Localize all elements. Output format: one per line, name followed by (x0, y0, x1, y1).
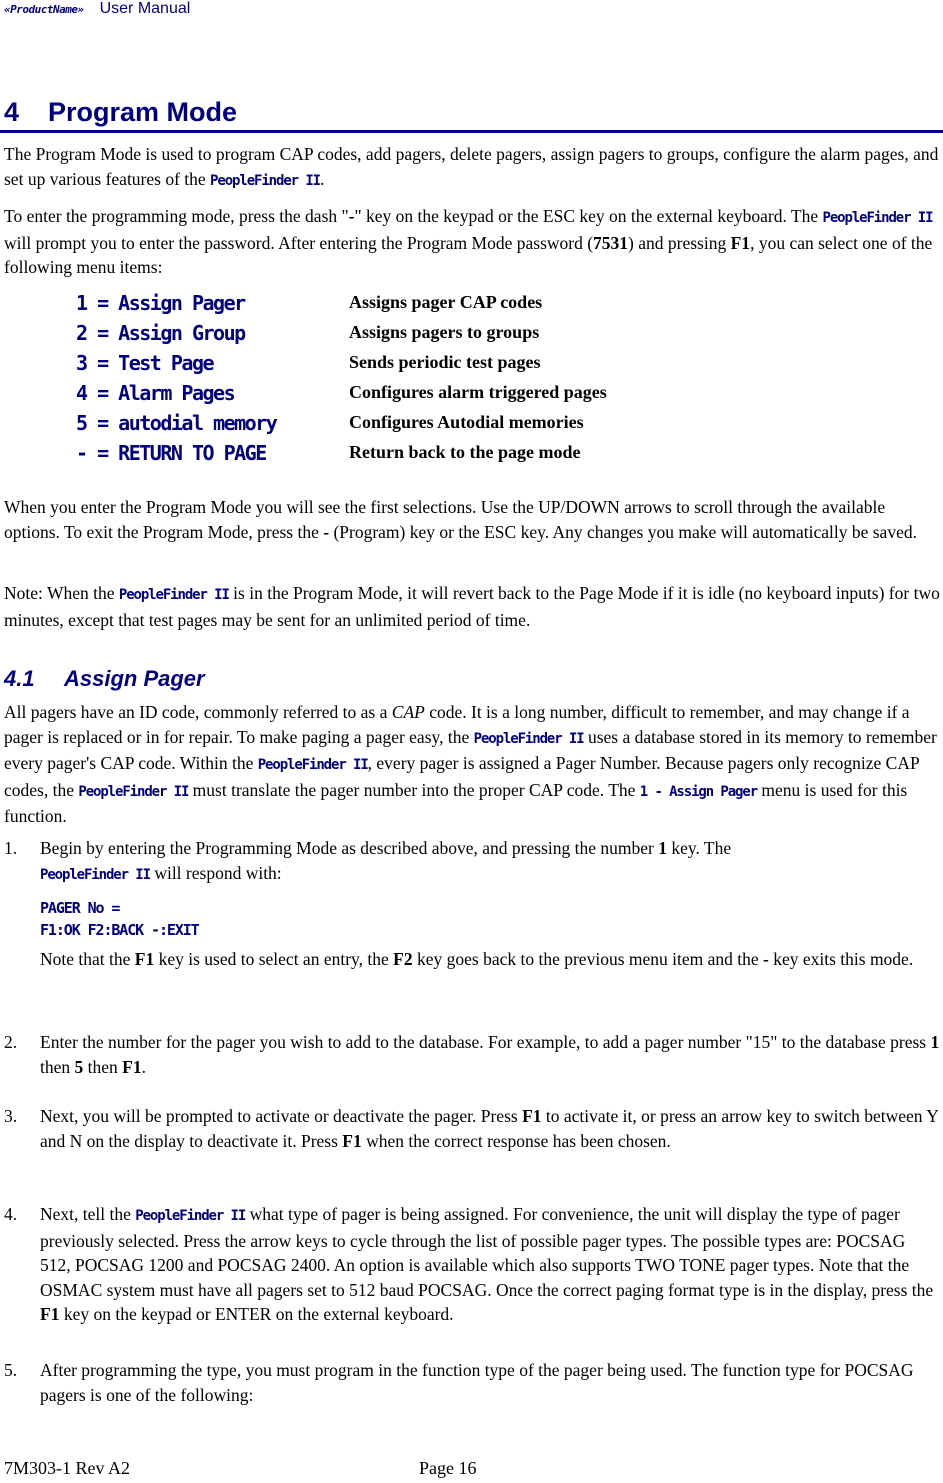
step-5: 5. After programming the type, you must program in the function type of the pager being used. The function type for POCSAG pagers is one of the following: (4, 1360, 914, 1405)
heading-rule (0, 130, 943, 133)
product-name: PeopleFinder II (257, 757, 368, 773)
product-name-field: «ProductName» (4, 3, 84, 16)
footer-doc-id: 7M303-1 Rev A2 (4, 1458, 130, 1478)
product-name: PeopleFinder II (118, 587, 229, 603)
menu-item: 3 = Test Page Sends periodic test pages (76, 351, 541, 375)
subsection-title: Assign Pager (64, 666, 205, 691)
intro-paragraph-1: The Program Mode is used to program CAP codes, add pagers, delete pagers, assign pagers to groups, configure the alarm pages, and set up various features of the PeopleFinder II. (4, 144, 939, 189)
exit-paragraph: When you enter the Program Mode you will see the first selections. Use the UP/DOWN arrows to scroll through the available options. To exit the Program Mode, press the - (Program) key or the ESC key. Any changes you make will automatically be saved. (4, 497, 917, 542)
step-3: 3. Next, you will be prompted to activate or deactivate the pager. Press F1 to activate it, or press an arrow key to switch between Y and N on the display to deactivate it. Press F1 when the correct response has been chosen. (4, 1106, 939, 1151)
page-header (4, 0, 190, 18)
product-name: PeopleFinder II (210, 172, 320, 189)
footer-page-number: Page 16 (419, 1458, 477, 1478)
section-heading (4, 97, 237, 128)
menu-item: 2 = Assign Group Assigns pagers to groups (76, 321, 540, 345)
section-number: 4 (4, 97, 20, 127)
menu-item: - = RETURN TO PAGE Return back to the page mode (76, 441, 581, 465)
product-name: PeopleFinder II (78, 783, 189, 800)
product-name: PeopleFinder II (40, 866, 150, 883)
step-2: 2. Enter the number for the pager you wish to add to the database. For example, to add a pager number "15" to the database press 1 then 5 then F1. (4, 1032, 940, 1077)
display-line-2: F1:OK F2:BACK -:EXIT (40, 921, 199, 939)
menu-item: 4 = Alarm Pages Configures alarm triggered pages (76, 381, 607, 405)
header-title: User Manual (99, 0, 191, 17)
section-title: Program Mode (48, 97, 238, 127)
note-paragraph: Note: When the PeopleFinder II is in the Program Mode, it will revert back to the Page Mode if it is idle (no keyboard inputs) for two minutes, except that test pages may be sent for an unlimited period of time. (4, 583, 940, 630)
menu-reference: 1 - Assign Pager (639, 783, 758, 800)
subsection-number: 4.1 (4, 666, 35, 691)
display-line-1: PAGER No = (40, 899, 120, 917)
menu-item: 1 = Assign Pager Assigns pager CAP codes (76, 291, 543, 315)
assign-paragraph: All pagers have an ID code, commonly referred to as a CAP code. It is a long number, difficult to remember, and may change if a pager is replaced or in for repair. To make paging a pager easy, the PeopleFinder II uses a database stored in its memory to remember every pager's CAP code. Within the PeopleFinder II, every pager is assigned a Pager Number. Because pagers only recognize CAP codes, the PeopleFinder II must translate the pager number into the proper CAP code. The 1 - Assign Pager menu is used for this function. (4, 702, 937, 826)
menu-item: 5 = autodial memory Configures Autodial memories (76, 411, 584, 435)
password-value: 7531 (593, 232, 629, 253)
subsection-heading (4, 666, 205, 692)
step-1: 1. Begin by entering the Programming Mode as described above, and pressing the number 1 key. The PeopleFinder II will respond with: PAGER No = F1:OK F2:BACK -:EXIT Note that the F1 key is used to select an entry, the F2 key goes back to the previous menu item and the - key exits this mode. (4, 836, 940, 972)
product-name: PeopleFinder II (822, 210, 933, 226)
step-4: 4. Next, tell the PeopleFinder II what type of pager is being assigned. For convenience, the unit will display the type of pager previously selected. Press the arrow keys to cycle through the list of possible pager types. The possible types are: POCSAG 512, POCSAG 1200 and POCSAG 2400. An option is available which also supports TWO TONE pager types. Note that the OSMAC system must have all pagers set to 512 baud POCSAG. Once the correct paging format type is in the display, press the F1 key on the keypad or ENTER on the external keyboard. (4, 1204, 934, 1324)
product-name: PeopleFinder II (135, 1208, 246, 1224)
intro-paragraph-2: To enter the programming mode, press the dash "-" key on the keypad or the ESC key on the external keyboard. The PeopleFinder II will prompt you to enter the password. After entering the Program Mode password (7531) and pressing F1, you can select one of the following menu items: (4, 206, 933, 277)
product-name: PeopleFinder II (473, 730, 584, 747)
